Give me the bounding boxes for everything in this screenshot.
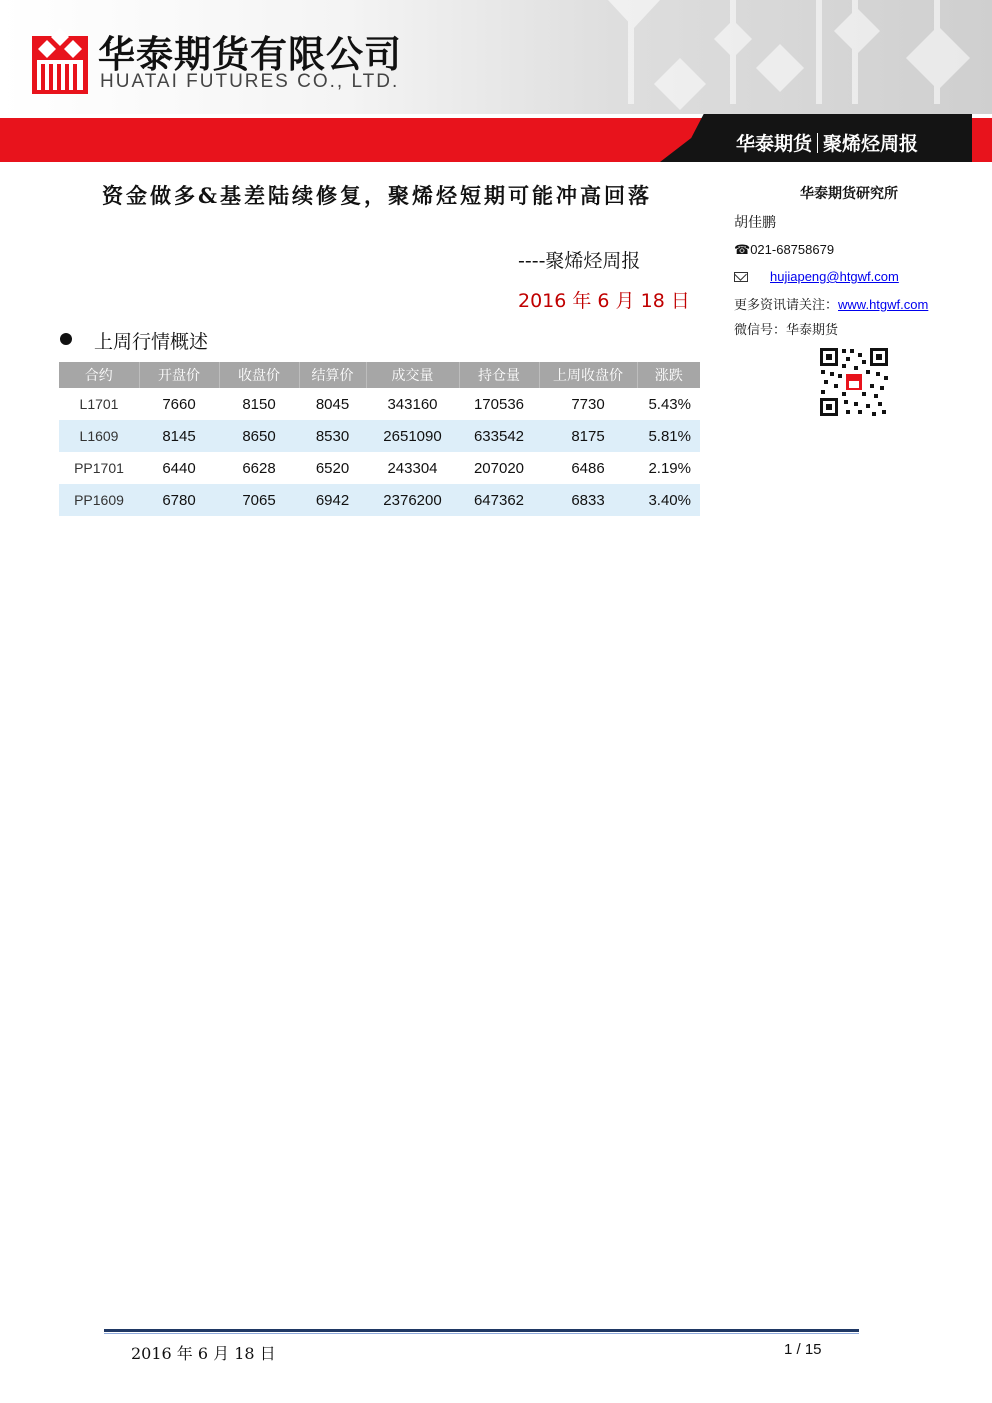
column-header: 持仓量 — [459, 362, 539, 388]
title-separator — [817, 133, 818, 153]
table-cell: 8650 — [219, 420, 299, 452]
mail-icon — [734, 272, 748, 282]
table-cell: 8045 — [315, 395, 350, 413]
table-cell: 6942 — [299, 484, 366, 516]
table-cell: 207020 — [473, 459, 525, 477]
qr-code-icon — [818, 346, 890, 418]
market-summary-table — [59, 362, 700, 516]
table-cell: 8530 — [299, 420, 366, 452]
table-cell: 6628 — [242, 459, 276, 477]
table-cell: 7730 — [571, 395, 605, 413]
report-brand: 华泰期货 — [736, 133, 813, 155]
table-cell: 243304 — [387, 459, 438, 477]
footer-divider-thin — [104, 1333, 859, 1334]
section-bullet-icon — [60, 333, 72, 345]
change-cell: 2.19% — [648, 459, 691, 477]
table-cell: 6520 — [315, 459, 350, 477]
table-cell: 6440 — [162, 459, 196, 477]
footer-date: 2016 年 6 月 18 日 — [131, 1344, 276, 1363]
report-name: 聚烯烃周报 — [823, 133, 919, 155]
contract-cell: PP1609 — [59, 484, 139, 516]
table-cell: 6486 — [571, 459, 605, 477]
document-subtitle: ----聚烯烃周报 — [518, 250, 641, 272]
research-institute: 华泰期货研究所 — [800, 186, 898, 202]
footer-divider — [104, 1329, 859, 1332]
table-cell: 6833 — [539, 484, 637, 516]
analyst-phone — [734, 242, 834, 258]
section-title: 上周行情概述 — [94, 331, 209, 353]
table-cell: 6780 — [139, 484, 219, 516]
table-cell: 633542 — [459, 420, 539, 452]
table-cell: 170536 — [473, 395, 525, 413]
contract-cell: L1701 — [79, 396, 119, 412]
column-header: 合约 — [59, 362, 139, 388]
table-cell: 7065 — [219, 484, 299, 516]
column-header: 成交量 — [366, 362, 459, 388]
table-cell: 2376200 — [366, 484, 459, 516]
table-cell: 8145 — [139, 420, 219, 452]
table-cell: 2651090 — [366, 420, 459, 452]
table-row — [59, 452, 700, 484]
analyst-email — [734, 269, 899, 285]
table-cell: 8150 — [242, 395, 276, 413]
table-row — [59, 388, 700, 420]
column-header: 上周收盘价 — [539, 362, 637, 388]
column-header: 收盘价 — [219, 362, 299, 388]
phone-number: 021-68758679 — [750, 242, 835, 257]
table-row — [59, 484, 700, 516]
report-series-title — [736, 129, 918, 156]
page-number: 1 / 15 — [784, 1341, 822, 1358]
more-info-label: 更多资讯请关注： — [734, 298, 839, 313]
change-cell: 5.81% — [637, 420, 700, 452]
company-name-cn: 华泰期货有限公司 — [98, 33, 402, 76]
phone-icon: ☎ — [734, 242, 751, 257]
change-cell: 3.40% — [637, 484, 700, 516]
analyst-name: 胡佳鹏 — [734, 215, 776, 231]
contract-cell: L1609 — [59, 420, 139, 452]
column-header: 开盘价 — [139, 362, 219, 388]
wechat-id: 微信号：华泰期货 — [734, 323, 839, 338]
email-link[interactable]: hujiapeng@htgwf.com — [770, 269, 899, 284]
table-cell: 8175 — [539, 420, 637, 452]
huatai-logo-icon — [32, 26, 88, 94]
table-row — [59, 420, 700, 452]
document-title: 资金做多&基差陆续修复，聚烯烃短期可能冲高回落 — [102, 183, 652, 208]
table-cell: 7660 — [162, 395, 196, 413]
table-cell: 647362 — [459, 484, 539, 516]
contract-cell: PP1701 — [74, 460, 124, 476]
table-header-row — [59, 362, 700, 388]
change-cell: 5.43% — [648, 395, 691, 413]
column-header: 涨跌 — [637, 362, 700, 388]
website-link[interactable]: www.htgwf.com — [838, 297, 929, 312]
document-date: 2016 年 6 月 18 日 — [518, 290, 690, 312]
company-name-en: HUATAI FUTURES CO., LTD. — [100, 71, 400, 92]
table-cell: 343160 — [387, 395, 438, 413]
more-info — [734, 294, 928, 313]
column-header: 结算价 — [299, 362, 366, 388]
